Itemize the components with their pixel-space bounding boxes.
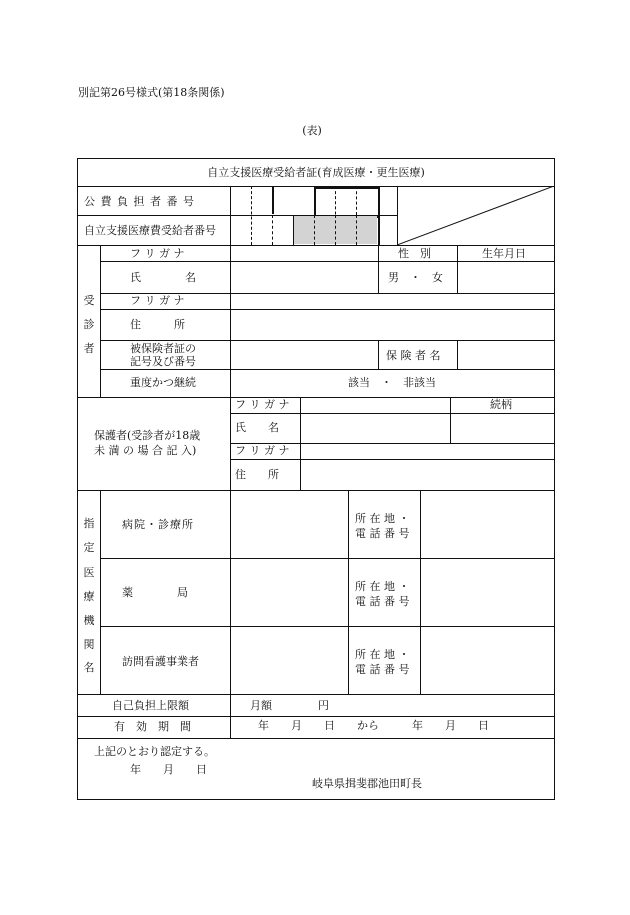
row-divider: [230, 413, 554, 414]
section-divider: [77, 694, 554, 695]
hospital-address-label-line2: 電 話 番 号: [355, 527, 410, 540]
institution-section-char-2: 定: [83, 541, 95, 554]
visiting-address-label-line2: 電 話 番 号: [355, 663, 410, 676]
public-payer-number-label: 公 費 負 担 者 番 号: [84, 195, 195, 208]
row-divider: [77, 738, 554, 739]
institution-section-char-7: 名: [83, 661, 95, 674]
digit-divider: [335, 215, 336, 245]
pharmacy-label: 薬 局: [122, 586, 188, 599]
cell-divider: [293, 215, 294, 245]
gender-options: 男 ・ 女: [388, 271, 443, 284]
guardian-label-line1: 保護者(受診者が18歳: [94, 429, 201, 442]
birth-date-label: 生年月日: [482, 247, 526, 260]
form-number-note: 別記第26号様式(第18条関係): [78, 86, 225, 99]
pharmacy-address-label-line2: 電 話 番 号: [355, 595, 410, 608]
institution-section-char-5: 機: [83, 614, 95, 627]
visiting-address-label-line1: 所 在 地 ・: [355, 648, 410, 661]
row-divider: [100, 261, 554, 262]
institution-section-divider: [100, 490, 101, 694]
cell-divider: [420, 490, 421, 694]
cell-divider: [450, 397, 451, 443]
institution-section-char-1: 指: [83, 517, 95, 530]
digit-divider: [314, 215, 315, 245]
institution-section-char-6: 関: [83, 638, 95, 651]
payer-number-bold-box-1: [272, 187, 316, 214]
cell-divider: [230, 186, 231, 245]
patient-name-label: 氏 名: [130, 271, 196, 284]
row-divider: [230, 459, 554, 460]
patient-section-char-1: 受: [83, 294, 95, 307]
payer-number-bold-box-2: [314, 187, 380, 218]
digit-divider: [251, 186, 252, 245]
guardian-furigana-label: フ リ ガ ナ: [235, 398, 290, 411]
row-divider: [100, 558, 554, 559]
patient-section-divider: [100, 245, 101, 397]
pharmacy-address-label-line1: 所 在 地 ・: [355, 580, 410, 593]
diagonal-slash: [397, 186, 554, 245]
insured-card-label-line1: 被保険者証の: [130, 342, 196, 355]
hospital-clinic-label: 病院・診療所: [122, 518, 194, 531]
hospital-address-label-line1: 所 在 地 ・: [355, 512, 410, 525]
cell-divider: [378, 215, 380, 245]
digit-divider: [356, 215, 357, 245]
institution-section-char-4: 療: [83, 590, 95, 603]
cell-divider: [378, 245, 379, 293]
visiting-nurse-label: 訪問看護事業者: [122, 655, 199, 668]
guardian-label-line2: 未 満 の 場 合 記 入): [94, 444, 197, 457]
certification-statement: 上記のとおり認定する。: [94, 745, 215, 758]
self-pay-limit-label: 自己負担上限額: [112, 699, 189, 712]
insured-card-label-line2: 記号及び番号: [130, 355, 196, 368]
row-divider: [100, 309, 554, 310]
patient-section-char-2: 診: [83, 318, 95, 331]
guardian-furigana-label-2: フ リ ガ ナ: [235, 444, 290, 457]
validity-period-label: 有 効 期 間: [114, 720, 191, 733]
form-title: 自立支援医療受給者証(育成医療・更生医療): [207, 166, 425, 179]
digit-divider: [272, 215, 273, 245]
validity-period-value: 年 月 日 から 年 月 日: [258, 719, 489, 732]
patient-furigana-label-2: フ リ ガ ナ: [130, 294, 185, 307]
row-divider: [100, 369, 554, 370]
yen-label: 円: [318, 699, 329, 712]
patient-address-label: 住 所: [130, 318, 185, 331]
cell-divider: [378, 340, 379, 369]
institution-section-char-3: 医: [83, 566, 95, 579]
section-divider: [77, 397, 554, 398]
form-side-label: (表): [302, 124, 322, 137]
cell-divider: [230, 245, 231, 397]
severe-continuous-options: 該当 ・ 非該当: [348, 376, 436, 389]
row-divider: [77, 245, 554, 246]
severe-continuous-label: 重度かつ継続: [130, 376, 196, 389]
monthly-label: 月額: [250, 699, 272, 712]
guardian-name-label: 氏 名: [235, 421, 279, 434]
guardian-relation-label: 続柄: [490, 398, 512, 411]
certification-date: 年 月 日: [130, 763, 207, 776]
issuer-name: 岐阜県揖斐郡池田町長: [312, 777, 422, 790]
row-divider: [77, 716, 554, 717]
insurer-name-label: 保 険 者 名: [386, 349, 441, 362]
row-divider: [100, 340, 554, 341]
cell-divider: [457, 245, 458, 293]
section-divider: [77, 490, 554, 491]
recipient-number-label: 自立支援医療費受給者番号: [84, 224, 216, 237]
guardian-address-label: 住 所: [235, 468, 279, 481]
cell-divider: [348, 490, 349, 694]
patient-furigana-label: フ リ ガ ナ: [130, 247, 185, 260]
cell-divider: [457, 340, 458, 369]
cell-divider: [230, 490, 231, 694]
gender-label: 性 別: [398, 247, 431, 260]
row-divider: [100, 626, 554, 627]
patient-section-char-3: 者: [83, 342, 95, 355]
